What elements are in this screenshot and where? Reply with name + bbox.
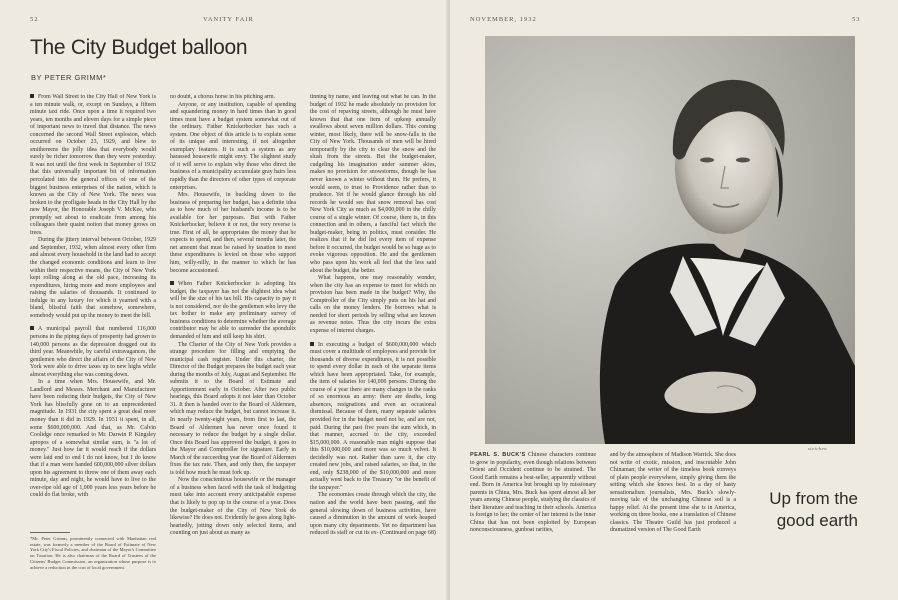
section-bullet-icon xyxy=(310,342,314,346)
portrait-illustration xyxy=(485,36,855,444)
article-byline: BY PETER GRIMM* xyxy=(31,73,107,82)
paragraph: Now the conscientious housewife or the manager of a business when faced with the task of budgeting must take into account every anticipatable expense that is likely to pop up in the course of a year. Does the budget-maker of the City of New York do likewise? He does not. Evidently he goes along light-heartedly, jotting down only selected items, and counting on just about as many as xyxy=(170,477,296,537)
paragraph: The Charter of the City of New York provides a strange procedure for filling and emptying the municipal cash register. Under this charter, the Director of the Budget prepares the budget each year during the months of July, August and September. He submits it to the Board of Estimate and Apportionment early in October. After two public hearings, this Board adopts it not later than October 31. It then is handed over to the Board of Aldermen, which may reduce the budget, but cannot increase it. In nearly twenty-eight years, from first to last, the Board of Aldermen has never once found it necessary to reduce the budget by a single dollar. Once this Board has approved the budget, it goes to the Mayor and Comptroller for signature. Early in March of the succeeding year the Board of Aldermen fixes the tax rate. Then, and only then, the taxpayer is told how much he must fork up. xyxy=(170,341,296,476)
paragraph xyxy=(30,326,156,379)
section-bullet-icon xyxy=(30,94,34,98)
paragraph: no doubt, a chorus horse in his pitching arm. xyxy=(170,94,276,100)
page-number-right: 53 xyxy=(852,16,861,23)
article-column-3 xyxy=(310,94,436,592)
paragraph: Mrs. Housewife, in buckling down to the business of preparing her budget, has a definite idea as to how much of her husband's income is to be available for her purposes. But with Father Knickerbocker, believe it or not, the very reverse is true. First of all, he appropriates the money that he expects to spend, and then, several months later, the net amount that must be raised by taxation to meet these expenditures is levied on those who support him, willy-nilly, in the manner to which he has become accustomed. xyxy=(170,192,296,274)
portrait-photo xyxy=(485,36,855,444)
section-bullet-icon xyxy=(170,281,174,285)
footnote-rule xyxy=(30,532,70,533)
magazine-name: VANITY FAIR xyxy=(203,16,254,23)
section-bullet-icon xyxy=(30,326,34,330)
paragraph-text: From Wall Street to the City Hall of New York is a ten minute walk, or, except on Sundays, a fifteen minute taxi ride. Once upon a time it required two years, ten months and eleven days for a simple piece of important news to travel that distance. The news concerned the second Wall Street explosion, which occurred on October 23, 1929, and blew to smithereens the jolly idea that everybody would surely be richer tomorrow than they were yesterday. It was not until the first week in September of 1932 that this universally important bit of information percolated into the general offices of one of the biggest business enterprises of the nation, which is known as the City of New York. The news was broken to the profligate heads in the City Hall by the new Mayor, the Honorable Joseph V. McKee, who promptly set about to eradicate from among his colleagues their quaint notion that money grows on trees. xyxy=(30,94,156,236)
paragraph-text: In executing a budget of $600,000,000 which must cover a multitude of employees and provide for thousands of diverse expenditures, it is not possible to spend every dollar in each of the separate items which have been appropriated. Take, for example, the item of salaries for 140,000 persons. During the course of a year there are many changes in the ranks of so enormous an army: there are deaths, long absences, resignations and even an occasional dismissal. Because of them, many separate salaries provided for in the budget need not be, and are not, paid. During the past five years the sum which, in that manner, accrued to the city, exceeded $15,000,000. A reasonable man might suppose that this $10,000,000 and more was so much velvet. It decidedly was not. Rather than save it, the city created new jobs, and raised salaries, so that, in the end, only $238,000 of the $10,000,000 and more actually went back to the Treasury "or the benefit of the taxpayer." xyxy=(310,341,436,491)
paragraph-text: When Father Knickerbocker is adopting his budget, the taxpayer has not the slightest idea what will be the size of his tax bill. His capacity to pay it is not considered, nor do the gentlemen who levy the tax bother to make any preliminary survey of business conditions to determine whether the average contributor may be able to surrender the spondulix demanded of him and still keep his shirt. xyxy=(170,281,296,340)
caption-column-1 xyxy=(470,452,596,535)
caption-headline-line-1: Up from the xyxy=(769,489,858,508)
issue-date: NOVEMBER, 1932 xyxy=(470,16,537,23)
paragraph: Anyone, or any institution, capable of spending and squandering money in hard times than in good times must have a budget system somewhat out of the ordinary. Father Knickerbocker has such a system. One object of this article is to explain some of its unique and interesting, if not altogether exemplary features. It is such a system as any harassed housewife might envy. The slightest study of it will serve to explain why those who direct the business of a municipality accumulate gray hairs less rapidly than the directors of other types of corporate enterprises. xyxy=(170,101,296,191)
paragraph: During the jittery interval between October, 1929 and September, 1932, when almost every other firm and almost every household in the land had to accept the changed economic conditions and learn to live within their respective means, the City of New York kept rolling along at the old pace, increasing its expenditures, hiring more and more employees and raising the salaries of thousands. It continued to indulge in any luxury for which it yearned with a bland, blissful faith that somehow, somewhere, somebody would put up the money to meet the bill. xyxy=(30,237,156,319)
paragraph-text: A municipal payroll that numbered 116,000 persons in the piping days of prosperity had grown to 140,000 persons as the depression dragged out its third year. Meanwhile, by careful extravagances, the gentlemen who direct the affairs of the City of New York were able to drive taxes up to new highs while almost everything else was coming down. xyxy=(30,326,156,378)
paragraph: In a time when Mrs. Housewife, and Mr. Landlord and Messrs. Merchant and Manufacturer have been reducing their budgets, the City of New York has blissfully gone on to an unprecedented magnitude. In 1931 the city spent a great deal more money than it did in 1929. In 1931 it spent, in all, some $600,000,000. And that, as Mr. Calvin Coolidge once remarked to Mr. Darwin P. Kingsley apropos of a somewhat similar sum, is "a lot of money." Just how far it would reach if the dollars were laid end to end I do not know, but I do know that if a man were handed 600,000,000 silver dollars upon his agreement to throw one of them away each minute, day and night, he would have to live to the over-ripe old age of 1,000 years less years before he could do flat broke, with xyxy=(30,379,156,499)
article-title: The City Budget balloon xyxy=(30,36,248,59)
author-footnote: *Mr. Peter Grimm, prominently connected with Manhattan real estate, was formerly a member of the Board of Estimate of New York City's Fiscal Policies, and chairman of the Mayor's Committee on Taxation. He is also chairman of the Board of Trustees of the Citizens' Budget Commission, an organization whose purpose is to achieve a reduction in the cost of local government. xyxy=(30,536,156,570)
photo-credit: steichen xyxy=(808,446,828,451)
paragraph xyxy=(30,94,156,237)
paragraph: tinning by name, and leaving out what he can. In the budget of 1932 he made absolutely no provision for the cost of repaving streets, although he must have known that that one item of upkeep annually swallows about seven million dollars. This coming winter, most likely, there will be snow-falls in the City of New York. Thousands of men will be hired temporarily by the city to clear the snow and the slush from the streets. But the budget-maker, cudgeling his imagination under summer skies, makes no provision for snowstorms, though he has never known a winter without them. He prefers, it would seem, to trust to Providence rather than to prudence. Yet if he would glance through his old records he would see that snow removal has cost New York City as much as $4,000,000 in the chilly course of a single winter. Of course, there is, in this connection and in others, a fanciful fact which the budget-maker, being in politics, must consider. He realizes that if he did list every item of expense before it occurred, the budget would be so huge as to evoke vigorous opposition. He and the gentlemen who pass upon his work all feel that the less said about the budget, the better. xyxy=(310,94,436,274)
caption-column-2 xyxy=(610,452,736,535)
caption-lead: PEARL S. BUCK'S xyxy=(470,452,526,458)
caption-headline xyxy=(762,488,858,532)
caption-text: and by the atmosphere of Madison Warrick. She does not write of exotic, mission, and inscrutable John Chinaman; the writer of the timeless book conveys of plain people everywhere, simply giving them the setting which she knows best. In a day of hasty sensationalism journalists, Mrs. Buck's slowly-moving tale of the unchanging Chinese soil is a happy relief. At the present time she is in America, working on three books, one a translation of Chinese classics. The Theatre Guild has just produced a dramatized version of The Good Earth xyxy=(610,452,736,534)
page-number-left: 52 xyxy=(30,16,39,23)
paragraph xyxy=(170,281,296,341)
paragraph xyxy=(310,342,436,493)
caption-headline-line-2: good earth xyxy=(776,511,858,530)
caption-text: Chinese characters continue to grow in popularity, even though relations between Orient and Occident continue to be strained. The Good Earth remains a best-seller, apparently without end. Born in America but brought up by missionary parents in China, Mrs. Buck has spent almost all her years among Chinese people, studying the classics of their literature and teaching in their schools. America is foreign to her; the center of her interest is the inner China that has not been exploited by European nonconsciousness, gunboat rarities, xyxy=(470,452,596,534)
paragraph: The economies create through which the city, the nation and the world have been passing, and the general slowing down of business activities, have caused a diminution in the amount of work heaped upon many city departments. Yet no department has reduced its staff or cut its ex- (Continued on page 68) xyxy=(310,492,436,537)
article-column-1 xyxy=(30,94,156,528)
paragraph: What happens, one may reasonably wonder, when the city has an expense to meet for which no provision has been made in the budget? Why, the Comptroller of the City simply puts on his hat and calls on the money lenders. He borrows what is needed for short periods by selling what are known as revenue notes. Thus the city incurs the extra expense of interest charges. xyxy=(310,275,436,334)
article-column-2 xyxy=(170,94,296,592)
